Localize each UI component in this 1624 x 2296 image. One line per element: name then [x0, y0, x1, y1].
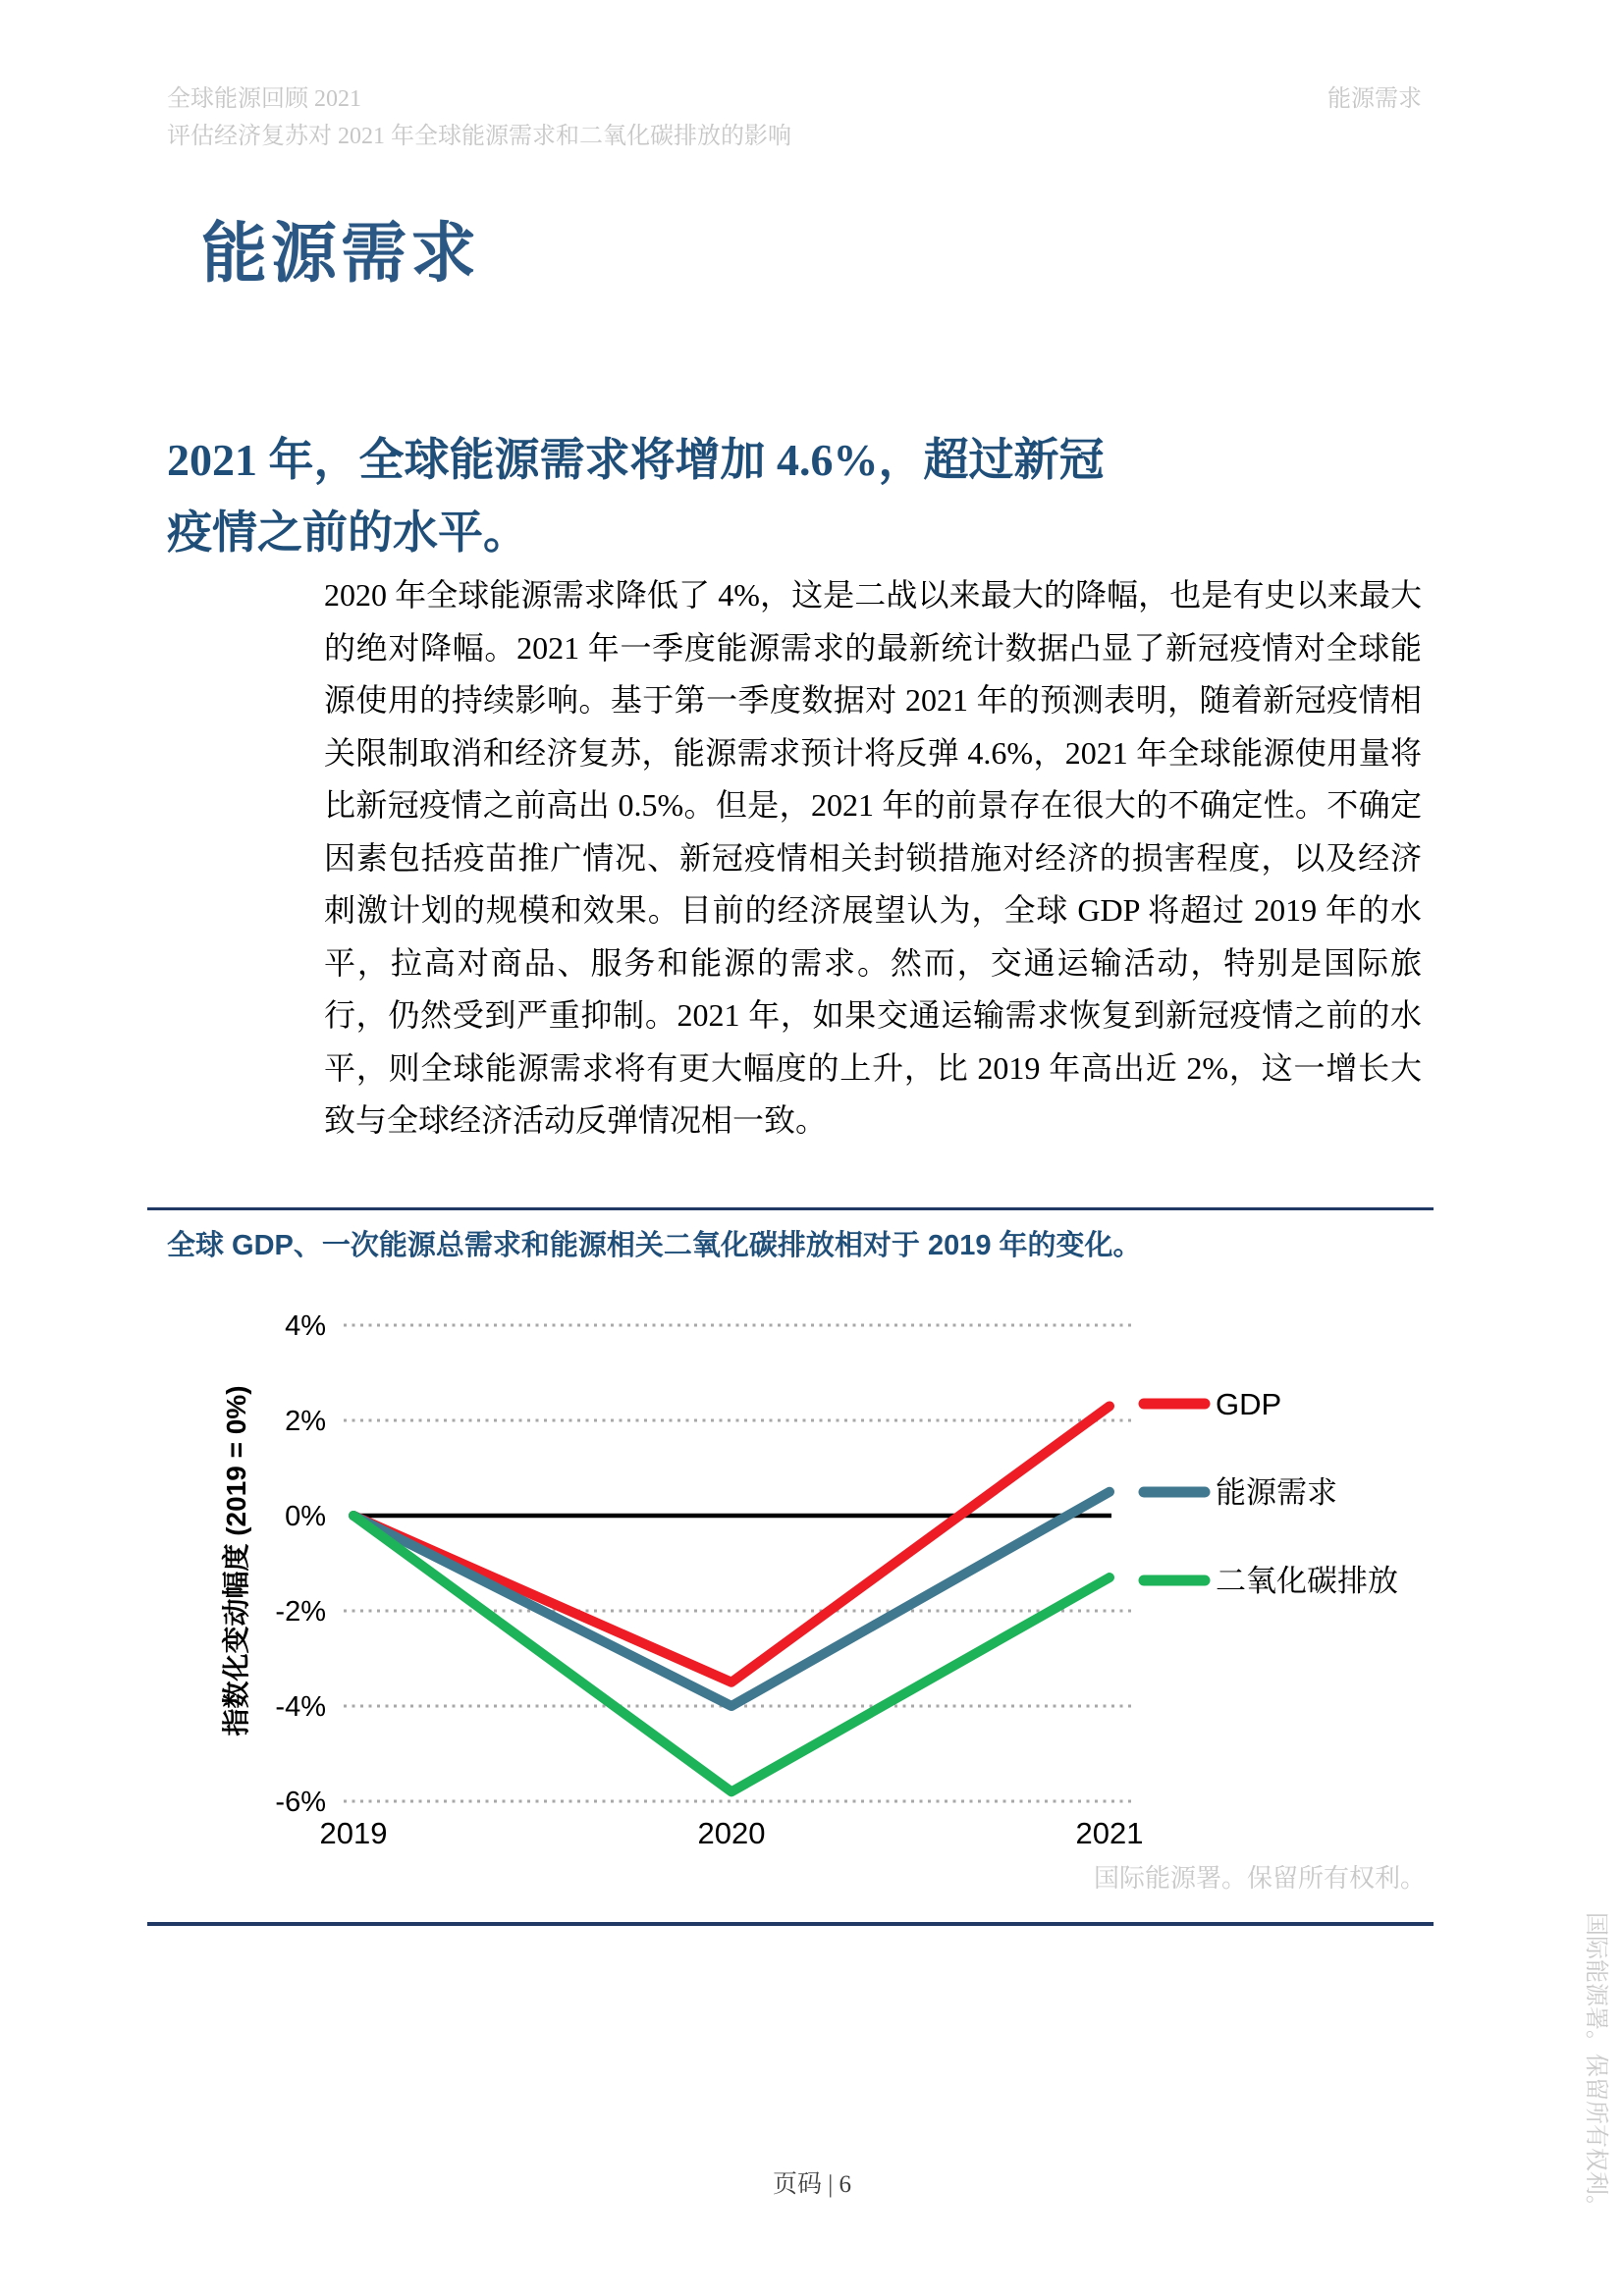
chart-ylabel: 指数化变动幅度 (2019 = 0%) [221, 1385, 251, 1736]
section-heading-line2: 疫情之前的水平。 [167, 507, 528, 558]
figure-title: 全球 GDP、一次能源总需求和能源相关二氧化碳排放相对于 2019 年的变化。 [167, 1230, 1142, 1261]
header-left-line2: 评估经济复苏对 2021 年全球能源需求和二氧化碳排放的影响 [167, 124, 791, 149]
side-copyright-note: 国际能源署。保留所有权利。 [1583, 1912, 1608, 2218]
chart-svg [147, 1266, 1434, 1944]
body-paragraph: 2020 年全球能源需求降低了 4%，这是二战以来最大的降幅，也是有史以来最大的绝对降幅。2021 年一季度能源需求的最新统计数据凸显了新冠疫情对全球能源使用的持续影响。基于第一季度数据对 2021 年的预测表明，随着新冠疫情相关限制取消和经济复苏，能源需求预计将反弹 4.6%，2021 年全球能源使用量将比新冠疫情之前高出 0.5%。但是，2021 年的前景存在很大的不确定性。不确定因素包括疫苗推广情况、新冠疫情相关封锁措施对经济的损害程度，以及经济刺激计划的规模和效果。目前的经济展望认为，全球 GDP 将超过 2019 年的水平，拉高对商品、服务和能源的需求。然而，交通运输活动，特别是国际旅行，仍然受到严重抑制。2021 年，如果交通运输需求恢复到新冠疫情之前的水平，则全球能源需求将有更大幅度的上升，比 2019 年高出近 2%，这一增长大致与全球经济活动反弹情况相一致。 [324, 577, 1422, 1138]
chart-xtick-label: 2020 [697, 1816, 766, 1850]
legend-label-二氧化碳排放: 二氧化碳排放 [1216, 1564, 1398, 1598]
figure-chart [147, 1266, 1434, 1944]
figure-top-rule [147, 1207, 1434, 1210]
page-title: 能源需求 [201, 218, 480, 291]
chart-ytick-label: -2% [275, 1596, 326, 1628]
figure-bottom-rule [147, 1922, 1434, 1926]
legend-label-GDP: GDP [1216, 1387, 1282, 1421]
legend-label-能源需求: 能源需求 [1216, 1475, 1337, 1510]
header-left-line1: 全球能源回顾 2021 [167, 86, 361, 112]
chart-ytick-label: 4% [285, 1310, 326, 1342]
header-right: 能源需求 [1327, 86, 1422, 112]
section-heading-line1: 2021 年，全球能源需求将增加 4.6%，超过新冠 [167, 435, 1105, 485]
section-heading [167, 424, 1434, 569]
page-number: 页码 | 6 [772, 2171, 851, 2198]
chart-source: 国际能源署。保留所有权利。 [1093, 1863, 1426, 1893]
chart-xtick-label: 2019 [319, 1816, 388, 1850]
chart-ytick-label: 2% [285, 1406, 326, 1437]
chart-ytick-label: -4% [275, 1691, 326, 1723]
chart-xtick-label: 2021 [1075, 1816, 1144, 1850]
chart-ytick-label: -6% [275, 1787, 326, 1818]
chart-ytick-label: 0% [285, 1501, 326, 1532]
